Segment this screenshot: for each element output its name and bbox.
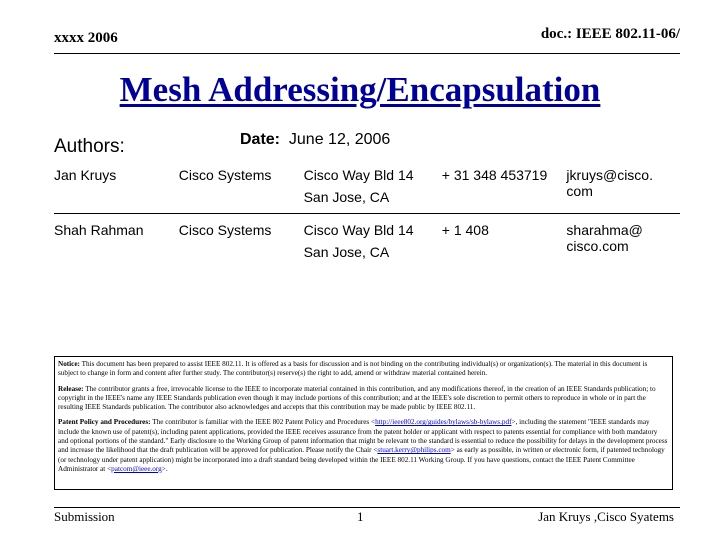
release-title: Release: — [58, 384, 84, 393]
chair-email-link[interactable]: stuart.kerry@philips.com — [377, 446, 451, 455]
date-value: June 12, 2006 — [288, 131, 391, 148]
author-phone: + 1 408 — [441, 222, 489, 238]
date-label: Date: — [240, 131, 281, 148]
header-date: xxxx 2006 — [54, 30, 118, 46]
release-paragraph — [58, 385, 669, 413]
author-email: sharahma@ cisco.com — [566, 222, 643, 254]
author-row — [54, 159, 680, 214]
authors-table — [54, 159, 680, 268]
author-address-line2: San Jose, CA — [303, 189, 390, 205]
author-address-line1: Cisco Way Bld 14 — [303, 167, 414, 183]
patent-title: Patent Policy and Procedures: — [58, 418, 151, 427]
footer-submission: Submission — [54, 509, 115, 524]
author-address — [300, 159, 438, 214]
patent-policy-link[interactable]: http://ieee802.org/guides/bylaws/sb-bylaws.pdf — [375, 418, 512, 427]
author-company: Cisco Systems — [178, 222, 272, 238]
patent-text-1: The contributor is familiar with the IEEE 802 Patent Policy and Procedures < — [152, 418, 376, 427]
slide-title: Mesh Addressing/Encapsulation — [119, 70, 601, 109]
author-phone: + 31 348 453719 — [438, 159, 563, 214]
notice-text: This document has been prepared to assist IEEE 802.11. It is offered as a basis for discussion and is not binding on the contributing individual(s) or organization(s). The material in this document is subject to change in form and content after further study. The contributor(s) reserve(s) the right to add, amend or withdraw material contained herein. — [58, 360, 648, 378]
author-name: Shah Rahman — [54, 222, 144, 238]
patent-text-3: > as early as possible, in written or electronic form, if patented technology (or technology under patent application) might be incorporated into a draft standard being developed within the IEEE 802.11 Working Group. If you have questions, contact the IEEE Patent Committee Administrator at < — [58, 446, 665, 473]
notice-box — [54, 356, 673, 490]
header-doc-number: doc.: IEEE 802.11-06/ — [540, 26, 680, 42]
author-address — [300, 214, 438, 269]
notice-paragraph — [58, 360, 669, 379]
author-name: Jan Kruys — [54, 159, 175, 214]
author-company: Cisco Systems — [175, 159, 300, 214]
patent-text-2: >, including the statement "IEEE standards may include the known use of patent(s), including patent applications, provided the IEEE receives assurance from the patent holder or applicant with respect to patents essential for compliance with both mandatory and optional portions of the standard." Early disclosure to the Working Group of patent information that might be relevant to the standard is essential to reduce the possibility for delays in the development process and increase the likelihood that the draft publication will be approved for publication. Please notify the Chair < — [58, 418, 668, 455]
author-row — [54, 214, 680, 269]
patcom-email-link[interactable]: patcom@ieee.org — [111, 464, 162, 473]
author-address-line2: San Jose, CA — [303, 244, 390, 260]
notice-title: Notice: — [58, 360, 80, 368]
author-address-line1: Cisco Way Bld 14 — [303, 222, 414, 238]
header-divider — [54, 53, 680, 54]
patent-text-4: >. — [161, 464, 168, 473]
footer-page-number: 1 — [357, 509, 364, 524]
footer-divider — [54, 507, 680, 508]
patent-paragraph — [58, 418, 669, 474]
release-text: The contributor grants a free, irrevocable license to the IEEE to incorporate material contained in this contribution, and any modifications thereof, in the creation of an IEEE Standards publication; to copyright in the IEEE's name any IEEE Standards publication even though it may include portions of this contribution; and at the IEEE's sole discretion to permit others to reproduce in whole or in part the resulting IEEE Standards publication. The contributor also acknowledges and accepts that this contribution may be made public by IEEE 802.11. — [58, 384, 656, 412]
author-email: jkruys@cisco. com — [562, 159, 680, 214]
footer-author: Jan Kruys ,Cisco Syatems — [538, 509, 674, 524]
authors-label: Authors: — [54, 136, 125, 157]
date-line — [240, 131, 390, 149]
